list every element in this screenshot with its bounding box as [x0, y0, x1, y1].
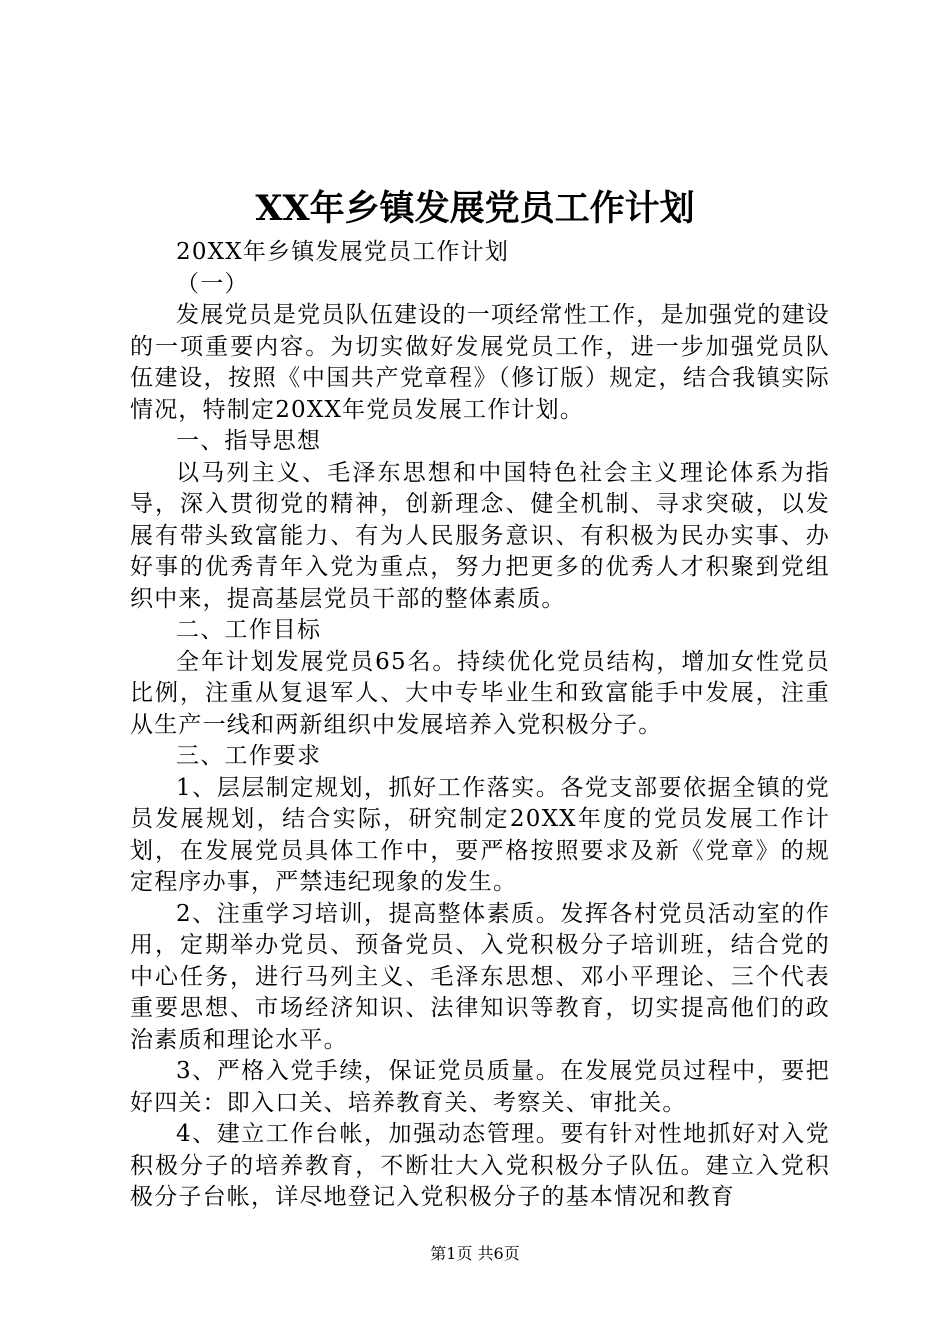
- work-goals-paragraph: 全年计划发展党员65名。持续优化党员结构，增加女性党员比例，注重从复退军人、大中专毕业生和致富能手中发展，注重从生产一线和两新组织中发展培养入党积极分子。: [130, 648, 830, 738]
- section-heading-guiding-ideology: 一、指导思想: [176, 428, 322, 454]
- intro-paragraph: 发展党员是党员队伍建设的一项经常性工作，是加强党的建设的一项重要内容。为切实做好发展党员工作，进一步加强党员队伍建设，按照《中国共产党章程》（修订版）规定，结合我镇实际情况，特制定20XX年党员发展工作计划。: [130, 302, 830, 423]
- page-footer: 第1页 共6页: [430, 1244, 520, 1263]
- requirement-item-3: 3、严格入党手续，保证党员质量。在发展党员过程中，要把好四关：即入口关、培养教育关、考察关、审批关。: [130, 1058, 830, 1116]
- section-heading-work-goals: 二、工作目标: [176, 617, 322, 643]
- subtitle-paragraph: 20XX年乡镇发展党员工作计划: [176, 239, 510, 265]
- requirement-item-4: 4、建立工作台帐，加强动态管理。要有针对性地抓好对入党积极分子的培养教育，不断壮大入党积极分子队伍。建立入党积极分子台帐，详尽地登记入党积极分子的基本情况和教育: [130, 1121, 830, 1210]
- section-heading-work-requirements: 三、工作要求: [176, 743, 322, 769]
- document-body: [130, 237, 830, 1214]
- requirement-item-2: 2、注重学习培训，提高整体素质。发挥各村党员活动室的作用，定期举办党员、预备党员、入党积极分子培训班，结合党的中心任务，进行马列主义、毛泽东思想、邓小平理论、三个代表重要思想、市场经济知识、法律知识等教育，切实提高他们的政治素质和理论水平。: [130, 900, 830, 1053]
- requirement-item-1: 1、层层制定规划，抓好工作落实。各党支部要依据全镇的党员发展规划，结合实际，研究制定20XX年度的党员发展工作计划，在发展党员具体工作中，要严格按照要求及新《党章》的规定程序办事，严禁违纪现象的发生。: [130, 774, 830, 895]
- guiding-ideology-paragraph: 以马列主义、毛泽东思想和中国特色社会主义理论体系为指导，深入贯彻党的精神，创新理念、健全机制、寻求突破，以发展有带头致富能力、有为人民服务意识、有积极为民办实事、办好事的优秀青年入党为重点，努力把更多的优秀人才积聚到党组织中来，提高基层党员干部的整体素质。: [130, 459, 830, 612]
- document-title: XX年乡镇发展党员工作计划: [255, 188, 695, 229]
- section-number-paragraph: （一）: [176, 270, 249, 297]
